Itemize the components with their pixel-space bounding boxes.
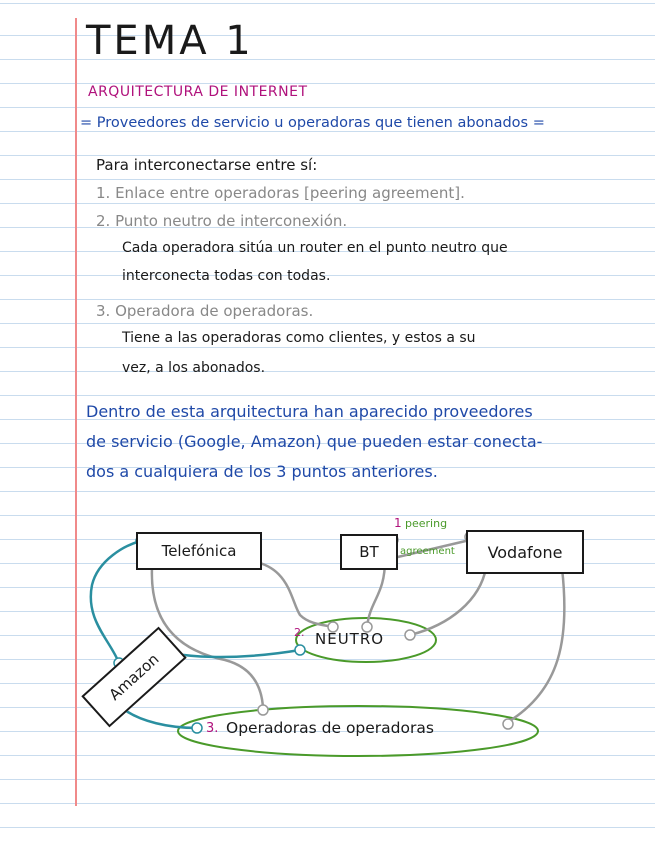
item-3: 3. Operadora de operadoras. (96, 302, 314, 320)
cable-amazon-opop (122, 708, 197, 728)
paragraph-line-1: Dentro de esta arquitectura han aparecido proveedores (86, 402, 533, 421)
section-title: ARQUITECTURA DE INTERNET (88, 84, 308, 100)
cable-vodafone-neutro (410, 568, 486, 635)
intro-line: Para interconectarse entre sí: (96, 156, 318, 174)
subtitle: = Proveedores de servicio u operadoras que tienen abonados = (80, 115, 545, 131)
item-1: 1. Enlace entre operadoras [peering agreement]. (96, 184, 465, 202)
telefonica-box (136, 532, 262, 570)
peering-number: 1 (394, 516, 402, 530)
item-2-desc-2: interconecta todas con todas. (122, 268, 331, 284)
peering-label: peering (405, 517, 448, 530)
vodafone-box (466, 530, 584, 574)
item-3-desc-1: Tiene a las operadoras como clientes, y estos a su (122, 330, 476, 346)
bt-label: BT (359, 543, 379, 561)
neutro-label: NEUTRO (315, 630, 385, 648)
vodafone-label: Vodafone (487, 542, 563, 562)
amazon-label: Amazon (105, 650, 163, 704)
item-2-desc-1: Cada operadora sitúa un router en el punto neutro que (122, 240, 508, 256)
item-3-desc-2: vez, a los abonados. (122, 360, 266, 376)
telefonica-label: Telefónica (161, 542, 237, 560)
neutro-number: 2. (294, 626, 305, 639)
page-title: TEMA 1 (86, 18, 254, 64)
opop-label: Operadoras de operadoras (226, 719, 434, 737)
cable-vodafone-opop (508, 568, 564, 722)
item-2: 2. Punto neutro de interconexión. (96, 212, 348, 230)
agreement-label: agreement (400, 546, 455, 557)
paragraph-line-2: de servicio (Google, Amazon) que pueden estar conecta- (86, 432, 543, 451)
cable-bt-neutro (367, 560, 385, 627)
bt-box (340, 534, 398, 570)
cable-telefonica-neutro (238, 560, 333, 627)
cable-amazon-telefonica (91, 541, 141, 663)
paragraph-line-3: dos a cualquiera de los 3 puntos anteriores. (86, 462, 438, 481)
opop-number: 3. (206, 721, 219, 736)
